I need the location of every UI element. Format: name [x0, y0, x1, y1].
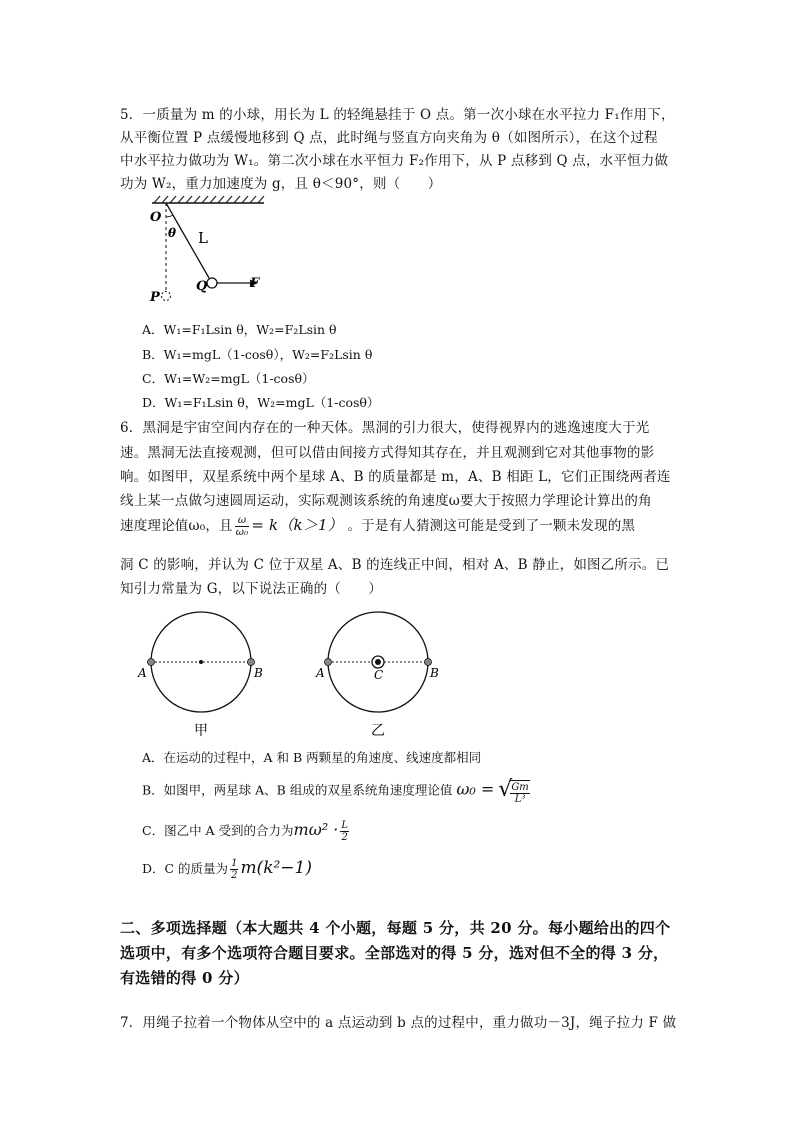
q5-line-1: 5．一质量为 m 的小球，用长为 L 的轻绳悬挂于 O 点。第一次小球在水平拉力 F₁作用下， — [120, 107, 675, 123]
jia-center-dot — [199, 660, 203, 664]
theta-arc — [166, 215, 173, 217]
q6-option-c — [142, 820, 351, 843]
q6-line5-post: 。于是有人猜测这可能是受到了一颗未发现的黑 — [347, 518, 636, 534]
q6-option-b-math: ω₀ = — [456, 779, 495, 799]
section2-heading-line-2: 选项中，有多个选项符合题目要求。全部选对的得 5 分，选对但不全的得 3 分， — [120, 944, 669, 962]
q5-option-c: C．W₁=W₂=mgL（1-cosθ） — [142, 371, 315, 386]
q6-option-d — [142, 858, 312, 881]
q6-line-7: 知引力常量为 G，以下说法正确的（ ） — [120, 581, 383, 597]
label-theta: θ — [168, 226, 177, 240]
sqrt-den: L³ — [514, 794, 526, 805]
q6-option-b-text: B．如图甲，两星球 A、B 组成的双星系统角速度理论值 — [142, 782, 453, 798]
q6-option-b — [142, 777, 532, 805]
label-l: L — [198, 229, 208, 247]
q6-line-1: 6．黑洞是宇宙空间内存在的一种天体。黑洞的引力很大，使得视界内的逃逸速度大于光 — [120, 420, 650, 436]
q6-option-c-math: mω² · — [293, 820, 339, 839]
omega-ratio-den: ω₀ — [235, 527, 249, 538]
ball-q-circle — [207, 278, 217, 288]
omega-ratio-math: = k（k＞1） — [251, 516, 343, 534]
label-p: P — [150, 290, 160, 305]
sqrt-expression — [498, 777, 532, 805]
ball-p-circle — [162, 292, 171, 301]
jia-label-b: B — [254, 666, 263, 680]
yi-black-hole-core — [375, 659, 381, 665]
q6-line-4: 线上某一点做匀速圆周运动，实际观测该系统的角速度ω要大于按照力学理论计算出的角 — [120, 493, 652, 509]
omega-ratio-num: ω — [235, 515, 250, 527]
q5-line-2: 从平衡位置 P 点缓慢地移到 Q 点，此时绳与竖直方向夹角为 θ（如图所示），在这个过程 — [120, 130, 658, 146]
omega-ratio-fraction — [235, 515, 250, 538]
yi-label-a: A — [316, 666, 325, 680]
half-fraction — [230, 858, 238, 881]
yi-label-c: C — [374, 668, 384, 682]
yi-caption: 乙 — [371, 723, 385, 739]
jia-star-a — [148, 659, 155, 666]
pendulum-figure — [140, 195, 280, 310]
label-q: Q — [196, 279, 208, 294]
jia-caption: 甲 — [194, 723, 208, 739]
q6-line-5 — [120, 514, 635, 538]
q5-option-b: B．W₁=mgL（1-cosθ），W₂=F₂Lsin θ — [142, 347, 373, 362]
q7-line-1: 7．用绳子拉着一个物体从空中的 a 点运动到 b 点的过程中，重力做功－3J，绳子拉力 F 做 — [120, 1015, 677, 1031]
yi-label-b: B — [430, 666, 439, 680]
section2-heading-line-3: 有选错的得 0 分） — [120, 969, 249, 987]
sqrt-sign: √ — [498, 777, 513, 802]
label-f: F — [250, 276, 260, 291]
half-l-den: 2 — [341, 832, 348, 843]
section2-heading-line-1: 二、多项选择题（本大题共 4 个小题，每题 5 分，共 20 分。每小题给出的四个 — [120, 919, 671, 937]
binary-star-figures — [140, 605, 460, 745]
q5-line-3: 中水平拉力做功为 W₁。第二次小球在水平恒力 F₂作用下，从 P 点移到 Q 点，水平恒力做 — [120, 153, 669, 169]
q6-option-d-text: D．C 的质量为 — [142, 861, 229, 876]
half-num: 1 — [231, 858, 238, 869]
label-o: O — [150, 210, 162, 225]
q6-line5-pre: 速度理论值ω₀，且 — [120, 518, 233, 534]
ceiling-hatch — [154, 196, 264, 203]
yi-star-b — [425, 659, 432, 666]
half-l-num: L — [341, 820, 348, 831]
q6-line-3: 响。如图甲，双星系统中两个星球 A、B 的质量都是 m，A、B 相距 L，它们正围绕两者连 — [120, 469, 671, 485]
sqrt-num: Gm — [511, 782, 529, 793]
q6-line-6: 洞 C 的影响，并认为 C 位于双星 A、B 的连线正中间，相对 A、B 静止，如图乙所示。已 — [120, 557, 670, 573]
yi-star-a — [325, 659, 332, 666]
half-den: 2 — [231, 870, 238, 881]
jia-star-b — [248, 659, 255, 666]
sqrt-fraction — [510, 780, 529, 805]
q6-option-a: A．在运动的过程中，A 和 B 两颗星的角速度、线速度都相同 — [142, 750, 482, 765]
half-l-fraction — [340, 820, 349, 843]
q6-option-d-math: m(k²−1) — [240, 858, 312, 878]
q6-option-c-text: C．图乙中 A 受到的合力为 — [142, 823, 294, 838]
jia-label-a: A — [138, 666, 147, 680]
q5-line-4: 功为 W₂，重力加速度为 g，且 θ＜90°，则（ ） — [120, 176, 442, 192]
q5-option-a: A．W₁=F₁Lsin θ，W₂=F₂Lsin θ — [142, 322, 337, 337]
q6-line-2: 速。黑洞无法直接观测，但可以借由间接方式得知其存在，并且观测到它对其他事物的影 — [120, 445, 655, 461]
q5-option-d: D．W₁=F₁Lsin θ，W₂=mgL（1-cosθ） — [142, 395, 380, 410]
